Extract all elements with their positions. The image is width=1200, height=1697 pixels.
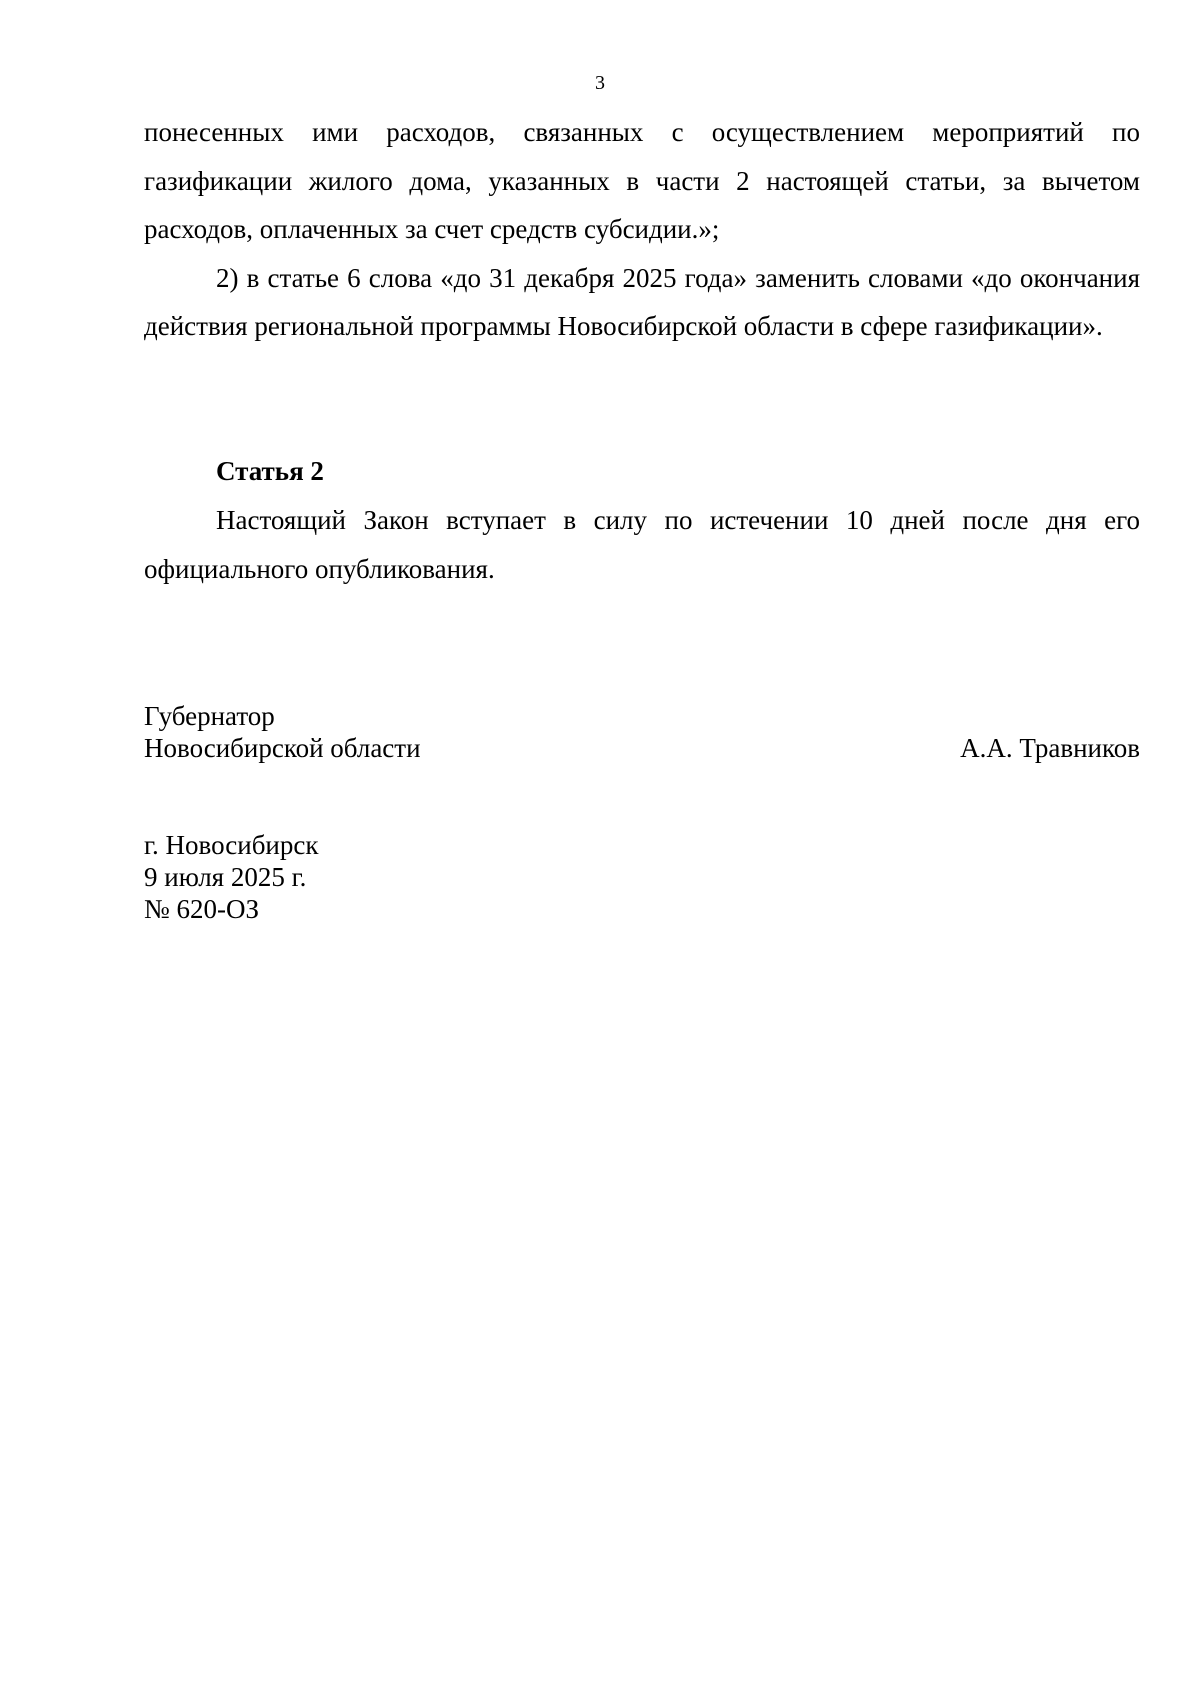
paragraph-continuation: понесенных ими расходов, связанных с осуществлением мероприятий по газификации жилого дома, указанных в части 2 настоящей статьи, за вычетом расходов, оплаченных за счет средств субсидии.»; [144, 117, 1140, 244]
article-2-body [144, 496, 1140, 593]
page-number: 3 [595, 72, 605, 94]
footer-city: г. Новосибирск [144, 830, 319, 860]
footer-law-number: № 620-ОЗ [144, 894, 260, 924]
article-2-text: Настоящий Закон вступает в силу по истечении 10 дней после дня его официального опубликования. [144, 505, 1140, 584]
document-footer [144, 829, 319, 925]
signature-block [144, 700, 1140, 764]
signature-row [144, 732, 1140, 764]
signer-name: А.А. Травников [960, 733, 1140, 763]
signer-position-line1: Губернатор [144, 701, 275, 731]
article-2-heading: Статья 2 [216, 456, 324, 486]
paragraph-item-2: 2) в статье 6 слова «до 31 декабря 2025 года» заменить словами «до окончания действия региональной программы Новосибирской области в сфере газификации». [144, 262, 1140, 341]
document-body [144, 108, 1140, 351]
signer-position-line2: Новосибирской области [144, 733, 421, 763]
footer-date: 9 июля 2025 г. [144, 862, 307, 892]
